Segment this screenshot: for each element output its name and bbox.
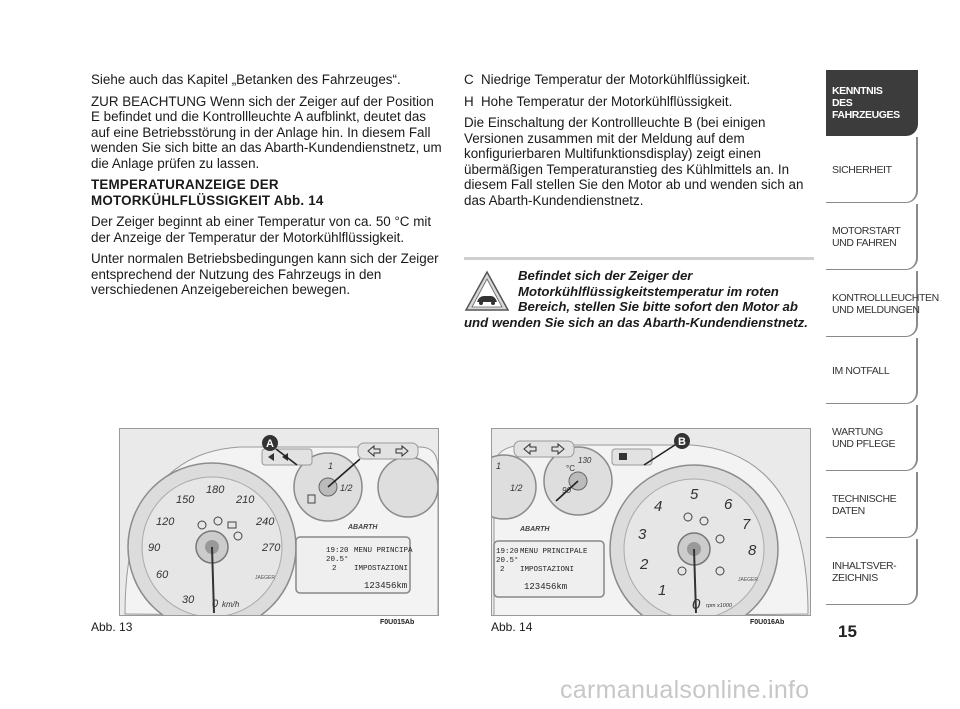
speed-tick: 270 (262, 542, 281, 554)
tachometer-illustration (492, 429, 811, 616)
paragraph-warning-light-b: Die Einschaltung der Kontrollleuchte B (bei einigen Versionen zusammen mit der Meldung auf dem konfigurierbaren Multifunktionsdisplay) zeigt einen übermäßigen Temperaturanstieg des Kühlmittels an. In diesem Fall stellen Sie den Motor ab und wenden sich an das Abarth-Kundendienstnetz. (464, 115, 804, 208)
rpm-tick: 0 (692, 596, 701, 613)
list-key: C (464, 72, 474, 87)
temp-label: 1/2 (340, 483, 353, 493)
paragraph-refuel-reference: Siehe auch das Kapitel „Betanken des Fahrzeuges“. (91, 72, 401, 87)
page-number: 15 (838, 622, 857, 641)
speed-tick: 90 (148, 542, 161, 554)
warning-text: Befindet sich der Zeiger der Motorkühlflüssigkeitstemperatur im roten Bereich, stellen Sie bitte sofort den Motor ab und wenden Sie sich an das Abarth-Kundendienstnetz. (464, 268, 808, 330)
section-divider (464, 257, 814, 260)
paragraph-pointer-start: Der Zeiger beginnt ab einer Temperatur von ca. 50 °C mit der Anzeige der Temperatur der Motorkühlflüssigkeit. (91, 214, 432, 245)
temp-label: 1 (496, 461, 502, 471)
rpm-tick: 7 (742, 516, 751, 533)
rpm-tick: 2 (640, 556, 649, 573)
figure-tachometer-cluster (491, 428, 811, 616)
speed-tick: 120 (156, 516, 175, 528)
figure-caption: Abb. 13 (91, 620, 133, 634)
tab-inhaltsverzeichnis[interactable]: INHALTSVER- ZEICHNIS (826, 539, 918, 605)
list-text: Niedrige Temperatur der Motorkühlflüssigkeit. (481, 72, 751, 87)
chapter-tabs (826, 70, 939, 606)
list-item-c (464, 72, 816, 88)
tab-technische-daten[interactable]: TECHNISCHE DATEN (826, 472, 918, 538)
speed-tick: 30 (182, 594, 195, 606)
temp-label: 1/2 (510, 483, 523, 493)
display-menu: MENU PRINCIPA (354, 547, 413, 555)
display-temp: 20.5° (496, 557, 519, 565)
maker-logo: JAEGER (738, 577, 759, 583)
rpm-tick: 5 (690, 486, 699, 503)
speed-tick: 60 (156, 569, 169, 581)
figure-code: F0U015Ab (380, 619, 415, 626)
rpm-tick: 8 (748, 542, 757, 559)
figure-code: F0U016Ab (750, 619, 785, 626)
left-text-column (91, 72, 443, 304)
marker-label: B (678, 436, 686, 448)
rpm-unit: rpm x1000 (706, 603, 732, 609)
display-menu: MENU PRINCIPALE (520, 548, 588, 556)
display-odometer: 123456km (364, 581, 408, 591)
temp-tick: 130 (578, 456, 592, 465)
tab-kontrollleuchten[interactable]: KONTROLLLEUCHTEN UND MELDUNGEN (826, 271, 918, 337)
display-settings: IMPOSTAZIONI (354, 565, 409, 573)
brand-logo: ABARTH (520, 526, 550, 533)
speed-tick: 0 (212, 598, 219, 610)
list-text: Hohe Temperatur der Motorkühlflüssigkeit. (481, 93, 733, 109)
display-gear: 2 (500, 566, 505, 574)
display-time: 19:20 (496, 548, 519, 556)
display-gear: 2 (332, 565, 337, 573)
paragraph-attention-note: ZUR BEACHTUNG Wenn sich der Zeiger auf der Position E befindet und die Kontrollleuchte A aufblinkt, deutet das auf eine Betriebsstörung in der Anlage hin. In diesem Fall wenden Sie sich bitte an das Abarth-Kundendienstnetz, um die Anlage prüfen zu lassen. (91, 93, 442, 171)
speed-tick: 210 (236, 494, 255, 506)
paragraph-normal-operation: Unter normalen Betriebsbedingungen kann sich der Zeiger entsprechend der Nutzung des Fahrzeugs in den verschiedenen Anzeigebereichen bewegen. (91, 251, 439, 297)
temp-label: 1 (328, 461, 334, 471)
speedometer-illustration (120, 429, 439, 616)
tab-sicherheit[interactable]: SICHERHEIT (826, 137, 918, 203)
rpm-tick: 4 (654, 498, 663, 515)
rpm-tick: 1 (658, 582, 667, 599)
list-item-h (464, 94, 816, 110)
rpm-tick: 3 (638, 526, 647, 543)
warning-triangle-icon (464, 270, 510, 312)
tab-motorstart[interactable]: MOTORSTART UND FAHREN (826, 204, 918, 270)
tab-wartung[interactable]: WARTUNG UND PFLEGE (826, 405, 918, 471)
watermark: carmanualsonline.info (560, 676, 810, 704)
display-odometer: 123456km (524, 582, 568, 592)
temp-unit: °C (566, 464, 575, 473)
speed-tick: 240 (256, 516, 275, 528)
warning-note (464, 268, 816, 330)
tab-kenntnis[interactable]: KENNTNIS DES FAHRZEUGES (826, 70, 918, 136)
marker-label: A (266, 438, 274, 450)
display-time: 19:20 (326, 547, 349, 555)
brand-logo: ABARTH (348, 524, 378, 531)
figure-speedometer-cluster (119, 428, 439, 616)
tab-im-notfall[interactable]: IM NOTFALL (826, 338, 918, 404)
right-text-column (464, 72, 816, 214)
rpm-tick: 6 (724, 496, 733, 513)
figure-caption: Abb. 14 (491, 620, 533, 634)
temp-tick: 90 (562, 486, 571, 495)
maker-logo: JAEGER (255, 575, 276, 581)
display-settings: IMPOSTAZIONI (520, 566, 575, 574)
speed-tick: 180 (206, 484, 225, 496)
display-temp: 20.5° (326, 556, 349, 564)
list-key: H (464, 93, 474, 109)
speed-tick: 150 (176, 494, 195, 506)
speed-unit: km/h (222, 600, 240, 609)
section-heading-coolant-temp: TEMPERATURANZEIGE DER MOTORKÜHLFLÜSSIGKEIT Abb. 14 (91, 177, 324, 208)
